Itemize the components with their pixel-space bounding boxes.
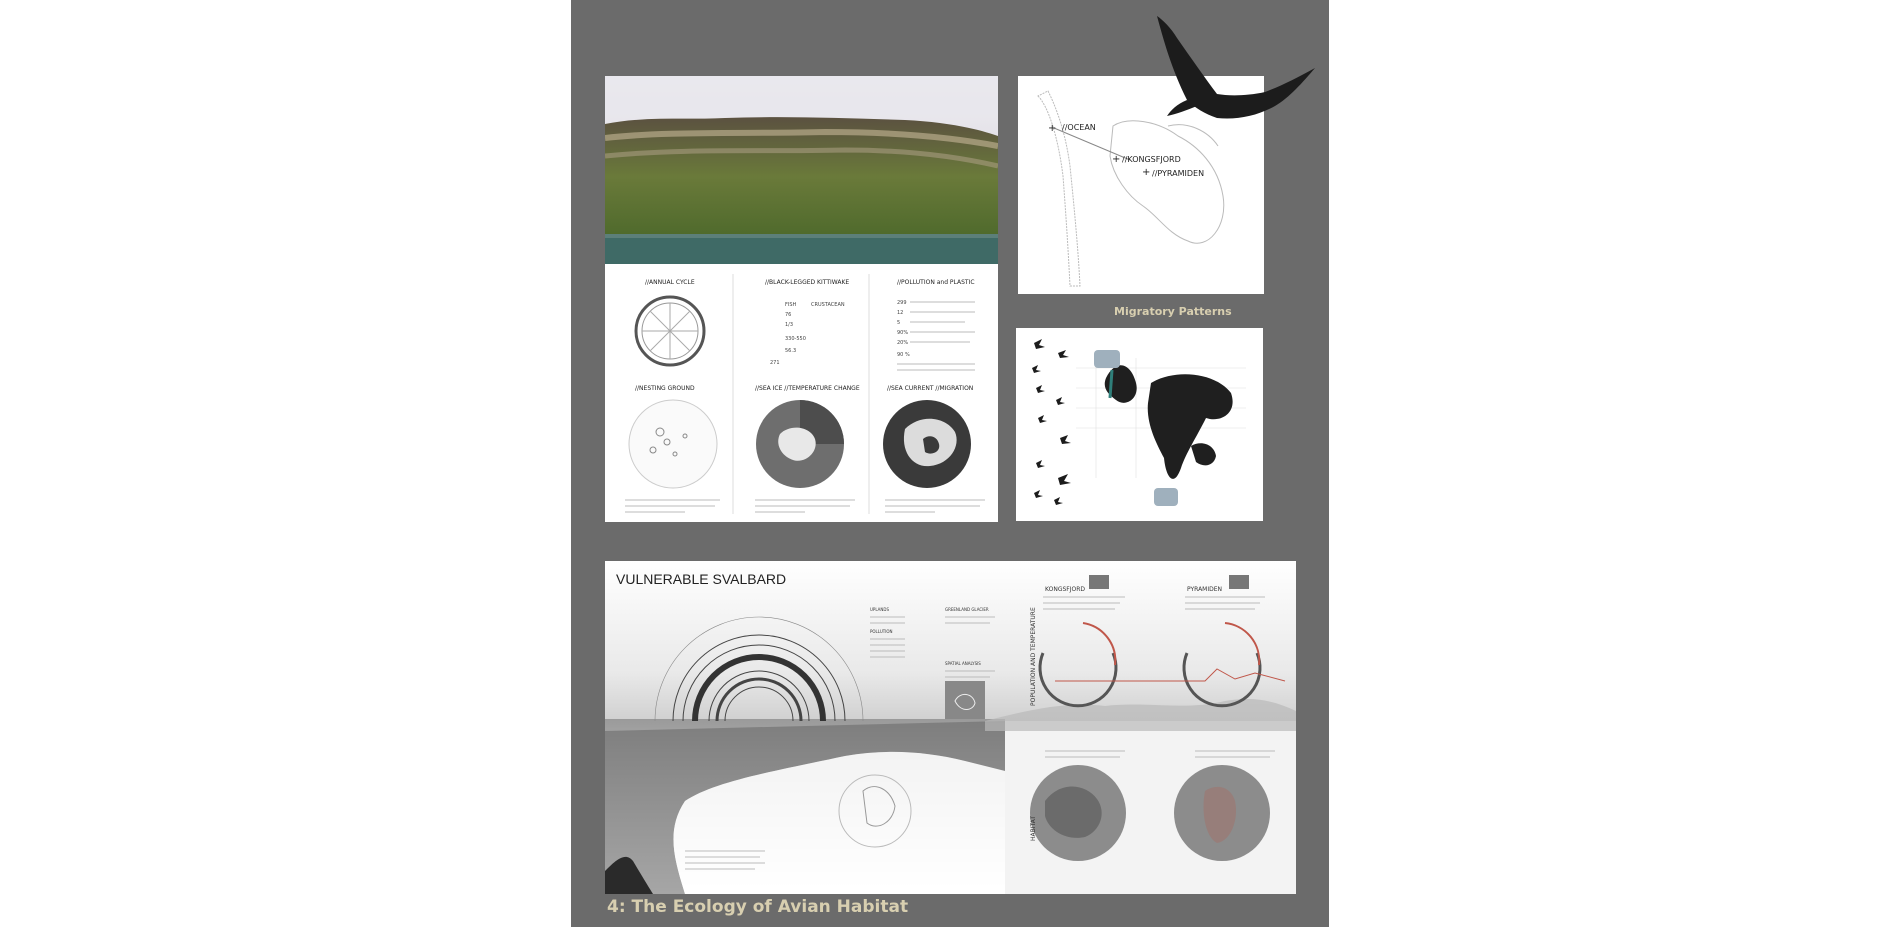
- section-title: 4: The Ecology of Avian Habitat: [607, 897, 909, 917]
- migratory-patterns-caption: Migratory Patterns: [1114, 305, 1232, 318]
- svg-text:76: 76: [785, 312, 792, 318]
- nesting-ground-heading: //NESTING GROUND: [635, 385, 695, 392]
- svg-text:90%: 90%: [897, 330, 909, 336]
- ocean-label: //OCEAN: [1062, 123, 1096, 132]
- svg-text:56.3: 56.3: [785, 348, 797, 354]
- sea-ice-diagram: [756, 400, 844, 488]
- habitat-label: HABITAT: [1030, 815, 1037, 841]
- svg-text:5: 5: [897, 320, 901, 326]
- kittiwake-heading: //BLACK-LEGGED KITTIWAKE: [765, 279, 850, 286]
- svg-text:330-550: 330-550: [785, 336, 806, 342]
- sea-current-heading: //SEA CURRENT //MIGRATION: [887, 385, 974, 392]
- glacier-label: GREENLAND GLACIER: [945, 607, 989, 612]
- uplands-label: UPLANDS: [870, 607, 890, 612]
- annual-cycle-heading: //ANNUAL CYCLE: [645, 279, 695, 286]
- svg-text:1/3: 1/3: [785, 322, 794, 328]
- svg-text:12: 12: [897, 310, 904, 316]
- spatial-analysis-label: SPATIAL ANALYSIS: [945, 661, 981, 666]
- kongsfjord-label: //KONGSFJORD: [1122, 155, 1181, 164]
- infographic-panel: [605, 76, 998, 522]
- sea-ice-heading: //SEA ICE //TEMPERATURE CHANGE: [755, 385, 860, 392]
- world-migration-map: [1016, 328, 1263, 521]
- vulnerable-svalbard-title: VULNERABLE SVALBARD: [616, 571, 787, 587]
- cliff-landscape-photo: [605, 76, 998, 264]
- annual-cycle-diagram: [636, 297, 704, 365]
- svg-text:CRUSTACEAN: CRUSTACEAN: [811, 302, 845, 308]
- sea-current-diagram: [883, 400, 971, 488]
- svg-text:+: +: [1048, 123, 1057, 134]
- svg-text:20%: 20%: [897, 340, 909, 346]
- vulnerable-svalbard-panel: [605, 561, 1296, 894]
- infographic-grid: [605, 264, 998, 522]
- svg-text:FISH: FISH: [785, 302, 797, 308]
- pollution-heading: //POLLUTION and PLASTIC: [897, 279, 975, 286]
- poster-board: [571, 0, 1329, 927]
- pollution-stats: [897, 300, 975, 370]
- pyramiden-label: //PYRAMIDEN: [1152, 169, 1205, 178]
- svg-text:+: +: [1142, 167, 1151, 178]
- svg-text:90 %: 90 %: [897, 352, 910, 358]
- kongsfjord-site-label: KONGSFJORD: [1045, 586, 1086, 593]
- kittiwake-stats: [770, 302, 845, 366]
- population-temperature-label: POPULATION AND TEMPERATURE: [1030, 607, 1037, 706]
- seabird-silhouette-icon: [1147, 8, 1317, 148]
- svg-text:299: 299: [897, 300, 907, 306]
- svg-text:+: +: [1112, 154, 1121, 165]
- nesting-ground-diagram: [629, 400, 717, 488]
- pyramiden-site-label: PYRAMIDEN: [1187, 586, 1223, 593]
- pollution-label: POLLUTION: [870, 629, 893, 634]
- svg-text:271: 271: [770, 360, 780, 366]
